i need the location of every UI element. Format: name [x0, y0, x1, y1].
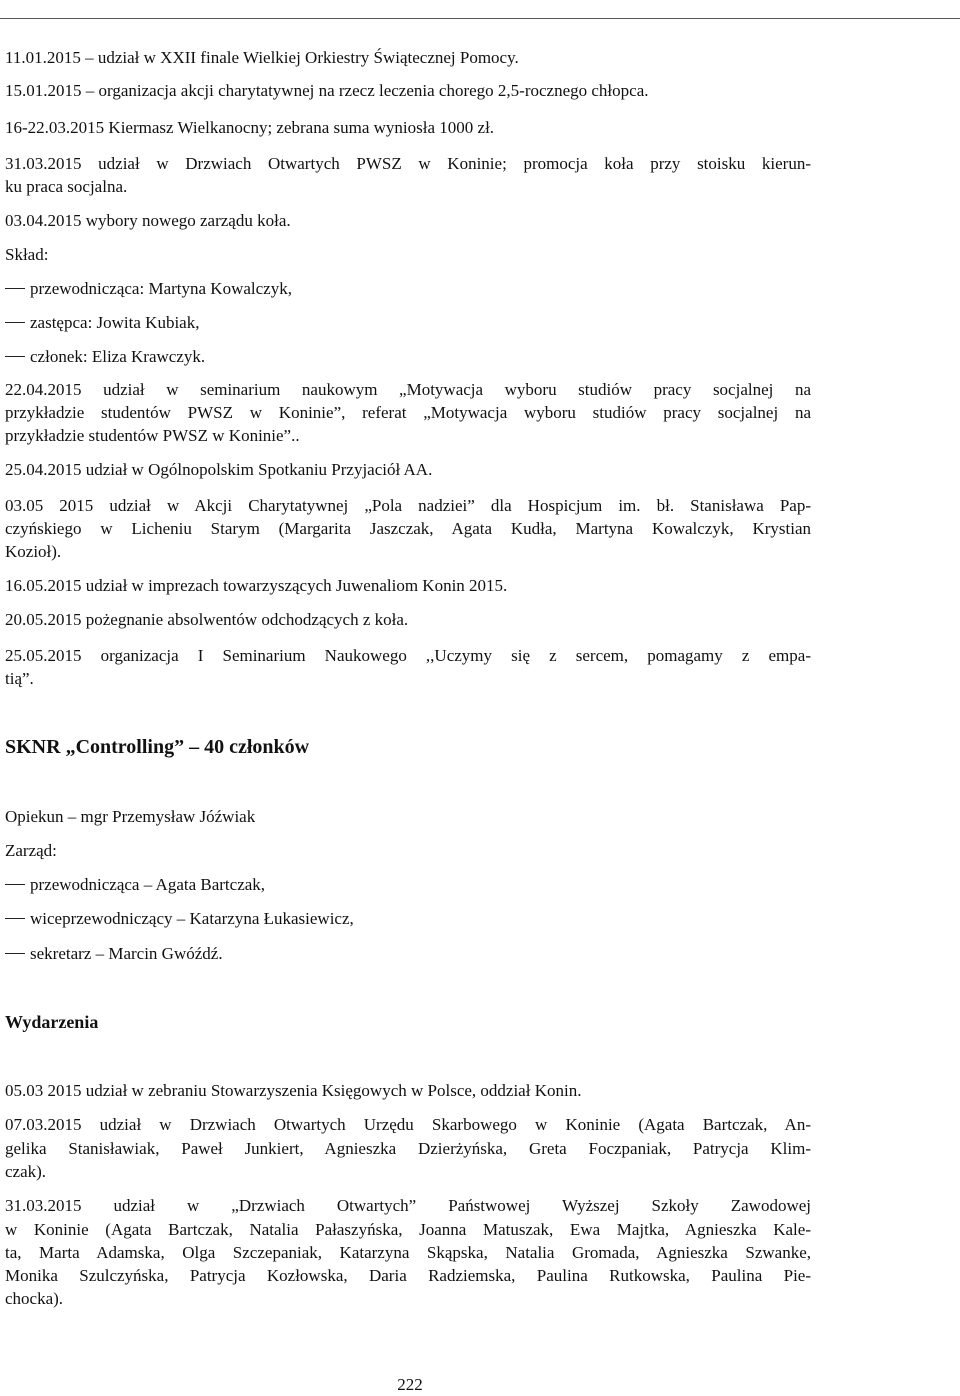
event-line: czyńskiego w Licheniu Starym (Margarita Jaszczak, Agata Kudła, Martyna Kowalczyk, Krystian	[5, 519, 811, 538]
page-number: 222	[397, 1375, 423, 1394]
list-item: wiceprzewodniczący – Katarzyna Łukasiewicz,	[30, 909, 354, 928]
section-label: Skład:	[5, 245, 49, 264]
event-line: przykładzie studentów PWSZ w Koninie”..	[5, 426, 300, 445]
event-line: 16.05.2015 udział w imprezach towarzyszących Juwenaliom Konin 2015.	[5, 576, 508, 595]
event-line: ku praca socjalna.	[5, 177, 128, 196]
list-dash	[5, 918, 25, 919]
event-line: w Koninie (Agata Bartczak, Natalia Pałaszyńska, Joanna Matuszak, Ewa Majtka, Agnieszka Kale-	[5, 1220, 811, 1239]
event-line: chocka).	[5, 1289, 64, 1308]
header-rule	[0, 18, 960, 19]
event-line: 07.03.2015 udział w Drzwiach Otwartych Urzędu Skarbowego w Koninie (Agata Bartczak, An-	[5, 1115, 811, 1134]
list-dash	[5, 884, 25, 885]
event-line: 16-22.03.2015 Kiermasz Wielkanocny; zebrana suma wyniosła 1000 zł.	[5, 118, 495, 137]
event-line: 31.03.2015 udział w Drzwiach Otwartych PWSZ w Koninie; promocja koła przy stoisku kierun-	[5, 154, 811, 173]
section-label: Zarząd:	[5, 841, 57, 860]
list-item: członek: Eliza Krawczyk.	[30, 347, 206, 366]
event-line: 15.01.2015 – organizacja akcji charytatywnej na rzecz leczenia chorego 2,5-rocznego chłopca.	[5, 81, 649, 100]
event-line: 05.03 2015 udział w zebraniu Stowarzyszenia Księgowych w Polsce, oddział Konin.	[5, 1081, 582, 1100]
list-item: sekretarz – Marcin Gwóźdź.	[30, 944, 223, 963]
event-line: gelika Stanisławiak, Paweł Junkiert, Agnieszka Dzierżyńska, Greta Foczpaniak, Patrycja Klim-	[5, 1139, 811, 1158]
event-line: 11.01.2015 – udział w XXII finale Wielkiej Orkiestry Świątecznej Pomocy.	[5, 48, 519, 67]
supervisor-line: Opiekun – mgr Przemysław Jóźwiak	[5, 807, 256, 826]
event-line: przykładzie studentów PWSZ w Koninie”, referat „Motywacja wyboru studiów pracy socjalnej na	[5, 403, 811, 422]
event-line: 03.05 2015 udział w Akcji Charytatywnej „Pola nadziei” dla Hospicjum im. bł. Stanisława Pap-	[5, 496, 811, 515]
list-dash	[5, 356, 25, 357]
list-item: zastępca: Jowita Kubiak,	[30, 313, 200, 332]
event-line: Monika Szulczyńska, Patrycja Kozłowska, Daria Radziemska, Paulina Rutkowska, Paulina Pie-	[5, 1266, 811, 1285]
list-dash	[5, 288, 25, 289]
list-dash	[5, 953, 25, 954]
subsection-heading: Wydarzenia	[5, 1012, 99, 1032]
list-item: przewodnicząca – Agata Bartczak,	[30, 875, 266, 894]
event-line: Kozioł).	[5, 542, 62, 561]
event-line: czak).	[5, 1162, 47, 1181]
event-line: 25.05.2015 organizacja I Seminarium Naukowego ,,Uczymy się z sercem, pomagamy z empa-	[5, 646, 811, 665]
list-dash	[5, 322, 25, 323]
event-line: ta, Marta Adamska, Olga Szczepaniak, Katarzyna Skąpska, Natalia Gromada, Agnieszka Szwanke,	[5, 1243, 811, 1262]
section-heading: SKNR „Controlling” – 40 członków	[5, 736, 310, 758]
event-line: 22.04.2015 udział w seminarium naukowym „Motywacja wyboru studiów pracy socjalnej na	[5, 380, 811, 399]
list-item: przewodnicząca: Martyna Kowalczyk,	[30, 279, 292, 298]
event-line: 03.04.2015 wybory nowego zarządu koła.	[5, 211, 291, 230]
event-line: 25.04.2015 udział w Ogólnopolskim Spotkaniu Przyjaciół AA.	[5, 460, 433, 479]
event-line: tią”.	[5, 669, 34, 688]
event-line: 31.03.2015 udział w „Drzwiach Otwartych” Państwowej Wyższej Szkoły Zawodowej	[5, 1196, 811, 1215]
event-line: 20.05.2015 pożegnanie absolwentów odchodzących z koła.	[5, 610, 409, 629]
